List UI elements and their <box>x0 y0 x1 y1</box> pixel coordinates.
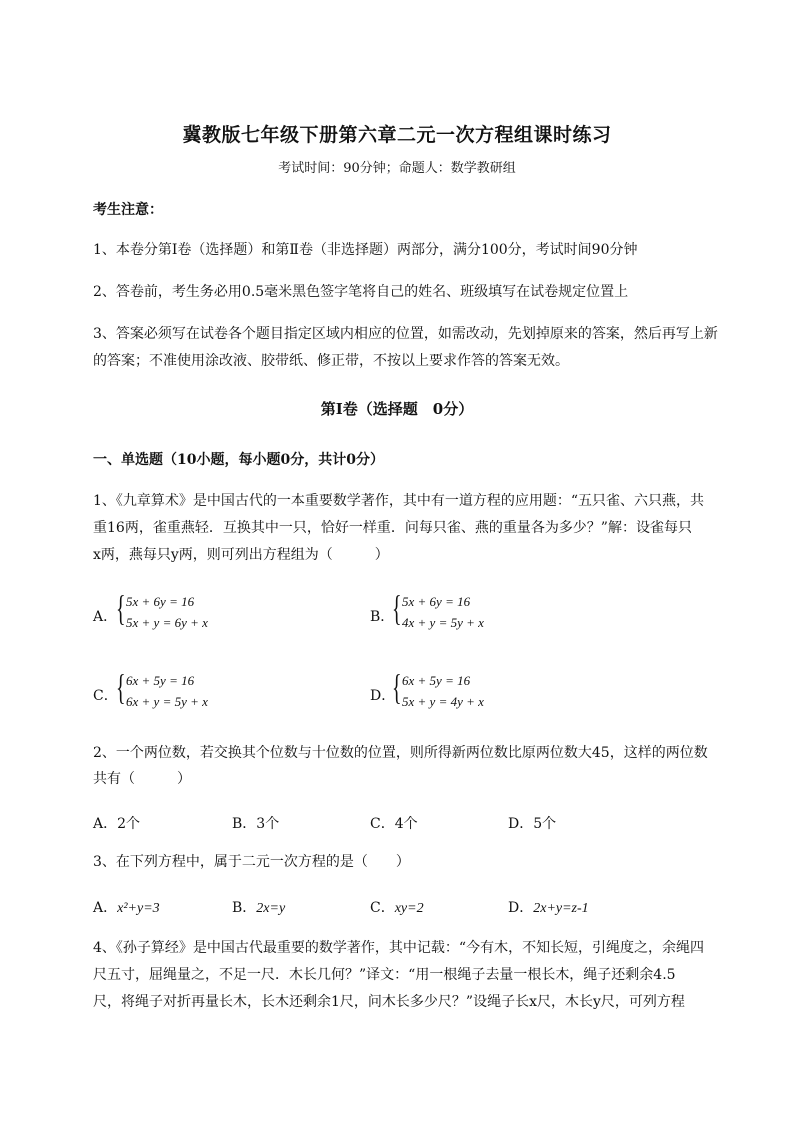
notice-item: 1、本卷分第Ⅰ卷（选择题）和第Ⅱ卷（非选择题）两部分，满分100分，考试时间90分钟 <box>93 242 638 258</box>
question-3-line: 3、在下列方程中，属于二元一次方程的是（ ） <box>93 854 410 870</box>
notice-item: 的答案；不准使用涂改液、胶带纸、修正带，不按以上要求作答的答案无效。 <box>93 353 569 369</box>
option-expr: 2x+y=z-1 <box>533 901 589 916</box>
question-4-line: 尺，将绳子对折再量长木，长木还剩余1尺，问木长多少尺？”设绳子长x尺，木长y尺，可列方程 <box>93 994 685 1010</box>
q3-option-b <box>232 897 285 917</box>
q3-option-d <box>508 897 589 917</box>
option-c-label: C． <box>93 688 118 704</box>
q2-option-a: A．2个 <box>93 816 141 832</box>
q2-option-b: B．3个 <box>232 816 280 832</box>
equation: 6x + y = 5y + x <box>126 694 208 709</box>
brace-icon: { <box>392 588 402 628</box>
q2-option-c: C．4个 <box>370 816 418 832</box>
equation: 4x + y = 5y + x <box>402 615 484 630</box>
question-2-line: 2、一个两位数，若交换其个位数与十位数的位置，则所得新两位数比原两位数大45，这样的两位数 <box>93 745 708 761</box>
option-b-label: B． <box>370 609 395 625</box>
brace-icon: { <box>116 667 126 707</box>
notice-heading: 考生注意： <box>93 202 163 218</box>
option-label: A． <box>93 900 118 916</box>
option-label: B． <box>232 900 257 916</box>
question-1-line: 重16两，雀重燕轻．互换其中一只，恰好一样重．问每只雀、燕的重量各为多少？”解：设雀每只 <box>93 520 692 536</box>
question-4-line: 4、《孙子算经》是中国古代最重要的数学著作，其中记载：“今有木，不知长短，引绳度之，余绳四 <box>93 940 705 956</box>
brace-icon: { <box>116 588 126 628</box>
question-2-line: 共有（ ） <box>93 771 191 787</box>
equation: 6x + 5y = 16 <box>126 673 195 688</box>
notice-item: 2、答卷前，考生务必用0.5毫米黑色签字笔将自己的姓名、班级填写在试卷规定位置上 <box>93 284 629 300</box>
equation: 6x + 5y = 16 <box>402 673 471 688</box>
question-4-line: 尺五寸，屈绳量之，不足一尺．木长几何？”译文：“用一根绳子去量一根长木，绳子还剩余4.5 <box>93 967 676 983</box>
question-1-line: x两，燕每只y两，则可列出方程组为（ ） <box>93 547 389 563</box>
option-a-system <box>116 588 236 636</box>
option-label: D． <box>508 900 534 916</box>
page-title: 冀教版七年级下册第六章二元一次方程组课时练习 <box>182 124 612 146</box>
q3-option-c <box>370 897 424 917</box>
part-heading: 一、单选题（10小题，每小题0分，共计0分） <box>93 452 384 468</box>
equation: 5x + 6y = 16 <box>126 594 195 609</box>
option-d-system <box>392 667 512 715</box>
notice-item: 3、答案必须写在试卷各个题目指定区域内相应的位置，如需改动，先划掉原来的答案，然后再写上新 <box>93 326 718 342</box>
option-d-label: D． <box>370 688 396 704</box>
brace-icon: { <box>392 667 402 707</box>
q2-option-d: D．5个 <box>508 816 557 832</box>
exam-subtitle: 考试时间：90分钟；命题人：数学教研组 <box>278 161 516 176</box>
q3-option-a <box>93 897 160 917</box>
option-label: C． <box>370 900 395 916</box>
option-expr: x²+y=3 <box>117 901 160 916</box>
option-b-system <box>392 588 512 636</box>
option-c-system <box>116 667 236 715</box>
option-expr: 2x=y <box>256 901 286 916</box>
section-title: 第Ⅰ卷（选择题 0分） <box>320 400 474 418</box>
option-expr: xy=2 <box>394 901 424 916</box>
equation: 5x + y = 4y + x <box>402 694 484 709</box>
equation: 5x + y = 6y + x <box>126 615 208 630</box>
question-1-line: 1、《九章算术》是中国古代的一本重要数学著作，其中有一道方程的应用题：“五只雀、六只燕，共 <box>93 493 705 509</box>
equation: 5x + 6y = 16 <box>402 594 471 609</box>
option-a-label: A． <box>93 609 118 625</box>
